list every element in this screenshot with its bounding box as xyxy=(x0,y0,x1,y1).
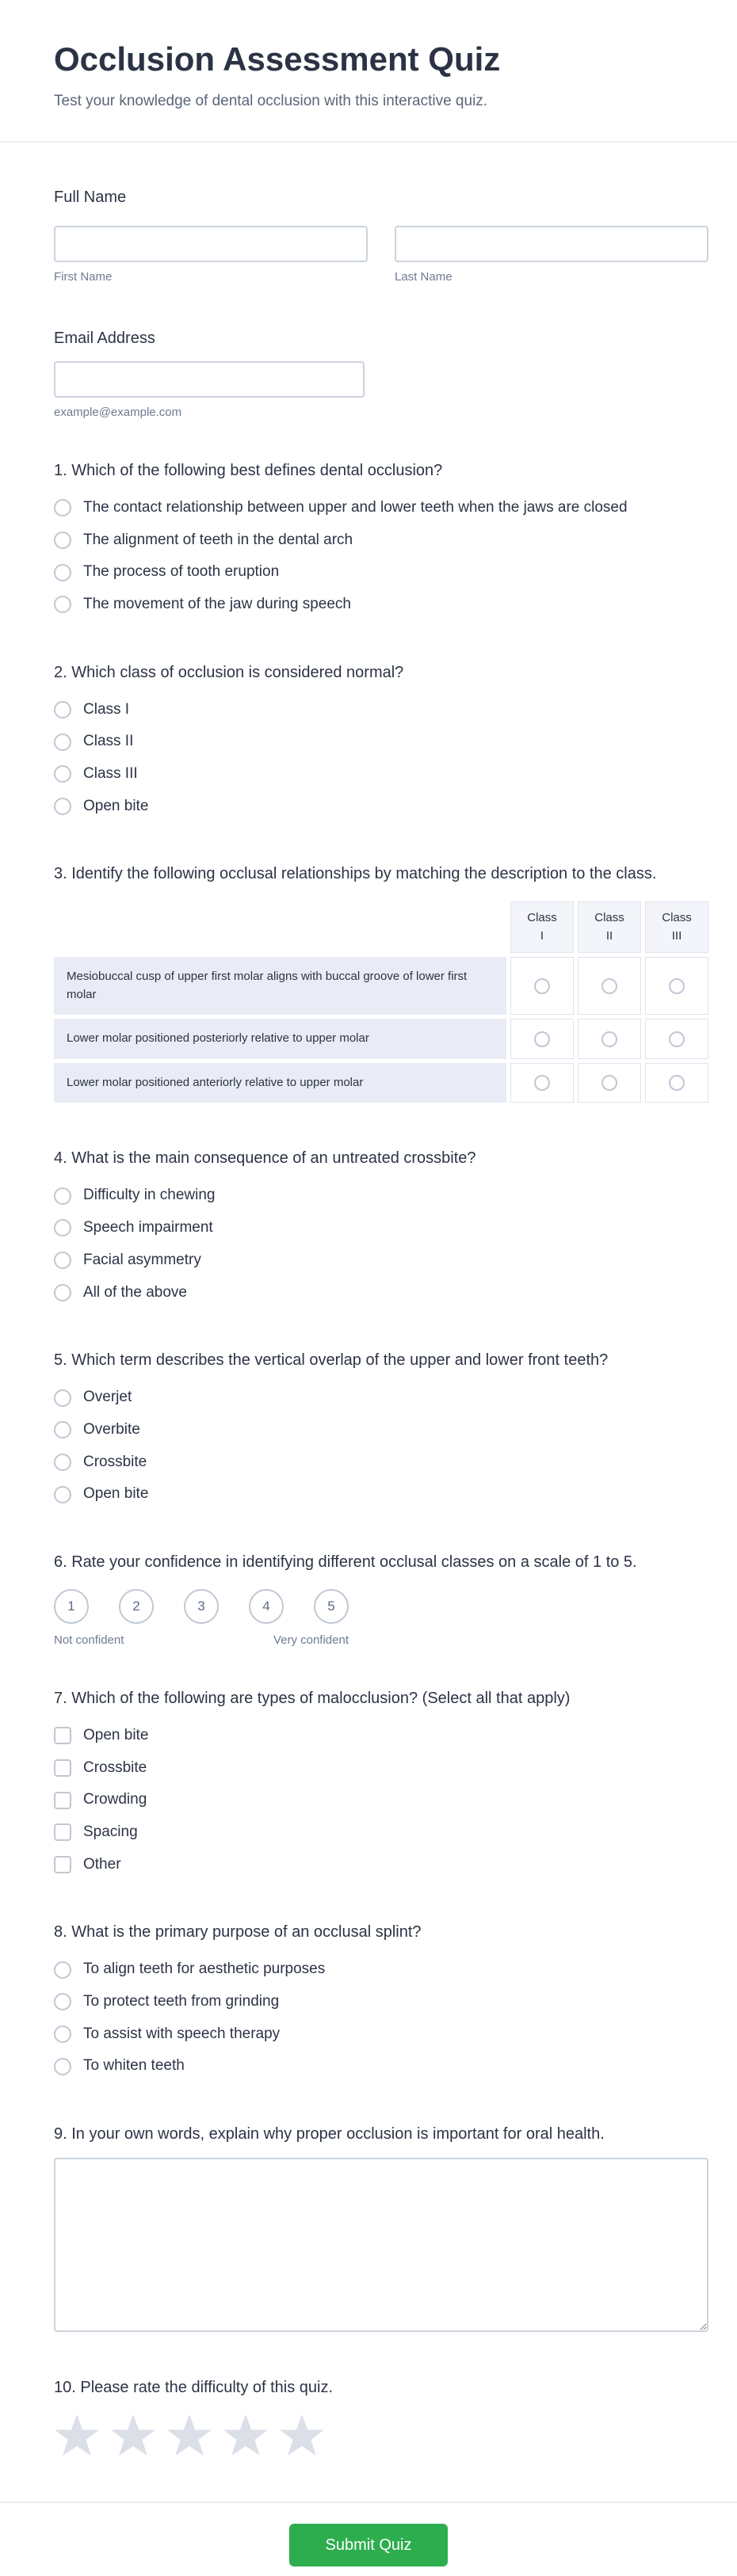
matrix-radio-cell-r1c1[interactable] xyxy=(510,957,574,1015)
matrix-corner-cell xyxy=(54,901,506,953)
matrix-row-1 xyxy=(54,957,708,1015)
q1-option-4-label: The movement of the jaw during speech xyxy=(83,596,351,612)
q9-answer-textarea[interactable] xyxy=(54,2158,708,2332)
radio-icon[interactable] xyxy=(669,978,685,994)
email-sublabel: example@example.com xyxy=(54,405,182,419)
matrix-row-3 xyxy=(54,1063,708,1103)
radio-icon[interactable] xyxy=(54,499,71,516)
radio-icon[interactable] xyxy=(601,978,617,994)
q4-option-1[interactable] xyxy=(54,1179,708,1212)
q5-option-4-label: Open bite xyxy=(83,1485,149,1503)
star-icon-3[interactable] xyxy=(166,2413,212,2457)
q8-option-2[interactable] xyxy=(54,1986,708,2018)
scale-option-2[interactable]: 2 xyxy=(119,1589,154,1624)
q4-option-3[interactable] xyxy=(54,1244,708,1277)
checkbox-icon[interactable] xyxy=(54,1792,71,1809)
q7-option-2-label: Crossbite xyxy=(83,1759,147,1776)
matrix-row-2 xyxy=(54,1019,708,1059)
q8-option-1-label: To align teeth for aesthetic purposes xyxy=(83,1961,326,1978)
radio-icon[interactable] xyxy=(534,978,550,994)
first-name-sublabel: First Name xyxy=(54,269,113,284)
matrix-header-row xyxy=(54,901,708,953)
q3-matrix-table xyxy=(50,897,712,1107)
form-header xyxy=(0,40,737,112)
radio-icon[interactable] xyxy=(54,798,71,815)
question-6 xyxy=(54,1552,708,1647)
question-2 xyxy=(54,662,708,823)
q4-option-3-label: Facial asymmetry xyxy=(83,1251,201,1268)
matrix-radio-cell-r2c2[interactable] xyxy=(578,1019,641,1059)
radio-icon[interactable] xyxy=(534,1031,550,1047)
q2-option-4[interactable] xyxy=(54,791,708,823)
q7-option-3-label: Crowding xyxy=(83,1791,147,1808)
matrix-row-1-label: Mesiobuccal cusp of upper first molar aligns with buccal groove of lower first molar xyxy=(54,957,506,1015)
q1-option-2[interactable] xyxy=(54,524,708,557)
q2-option-3-label: Class III xyxy=(83,765,138,783)
question-4 xyxy=(54,1148,708,1309)
radio-icon[interactable] xyxy=(54,1961,71,1979)
star-icon-2[interactable] xyxy=(110,2413,156,2457)
last-name-input[interactable] xyxy=(395,226,708,262)
email-input[interactable] xyxy=(54,361,365,398)
q7-options xyxy=(54,1720,708,1881)
field-email xyxy=(54,328,708,419)
q7-option-4-label: Spacing xyxy=(83,1823,138,1840)
checkbox-icon[interactable] xyxy=(54,1727,71,1744)
q5-option-4[interactable] xyxy=(54,1478,708,1511)
radio-icon[interactable] xyxy=(54,2058,71,2075)
question-7 xyxy=(54,1688,708,1881)
q8-label: 8. What is the primary purpose of an occlusal splint? xyxy=(54,1923,422,1942)
radio-icon[interactable] xyxy=(534,1075,550,1091)
q1-option-3[interactable] xyxy=(54,556,708,589)
radio-icon[interactable] xyxy=(54,734,71,751)
q2-label: 2. Which class of occlusion is considered normal? xyxy=(54,663,404,681)
q7-option-2[interactable] xyxy=(54,1752,708,1785)
q7-option-5[interactable] xyxy=(54,1849,708,1881)
q6-scale-labels xyxy=(54,1633,349,1647)
matrix-row-3-label: Lower molar positioned anteriorly relative to upper molar xyxy=(54,1063,506,1103)
radio-icon[interactable] xyxy=(54,1421,71,1439)
q2-option-4-label: Open bite xyxy=(83,797,149,814)
q7-option-1-label: Open bite xyxy=(83,1726,149,1743)
scale-option-5[interactable]: 5 xyxy=(314,1589,349,1624)
q5-option-3[interactable] xyxy=(54,1446,708,1479)
radio-icon[interactable] xyxy=(54,564,71,581)
email-field xyxy=(54,361,365,419)
radio-icon[interactable] xyxy=(669,1075,685,1091)
radio-icon[interactable] xyxy=(54,765,71,783)
q9-label: 9. In your own words, explain why proper occlusion is important for oral health. xyxy=(54,2125,605,2143)
radio-icon[interactable] xyxy=(54,1187,71,1205)
q4-option-1-label: Difficulty in chewing xyxy=(83,1187,216,1204)
q5-label: 5. Which term describes the vertical overlap of the upper and lower front teeth? xyxy=(54,1351,609,1370)
question-5 xyxy=(54,1350,708,1511)
q2-option-3[interactable] xyxy=(54,758,708,791)
radio-icon[interactable] xyxy=(54,1219,71,1237)
radio-icon[interactable] xyxy=(669,1031,685,1047)
header-divider xyxy=(0,141,737,143)
q8-option-3[interactable] xyxy=(54,2018,708,2051)
full-name-label: Full Name xyxy=(54,188,127,206)
radio-icon[interactable] xyxy=(54,1252,71,1269)
q5-option-1-label: Overjet xyxy=(83,1389,132,1406)
form-subtitle: Test your knowledge of dental occlusion with this interactive quiz. xyxy=(54,93,488,110)
q10-label: 10. Please rate the difficulty of this quiz. xyxy=(54,2379,334,2397)
email-label: Email Address xyxy=(54,329,155,347)
q1-option-4[interactable] xyxy=(54,589,708,621)
q8-option-4-label: To whiten teeth xyxy=(83,2057,185,2075)
q7-label: 7. Which of the following are types of malocclusion? (Select all that apply) xyxy=(54,1689,571,1707)
q7-option-5-label: Other xyxy=(83,1855,121,1873)
last-name-field xyxy=(395,226,708,284)
q5-option-3-label: Crossbite xyxy=(83,1453,147,1470)
q1-option-2-label: The alignment of teeth in the dental arch xyxy=(83,531,353,548)
matrix-radio-cell-r2c3[interactable] xyxy=(645,1019,708,1059)
scale-max-label: Very confident xyxy=(273,1633,349,1647)
matrix-radio-cell-r1c2[interactable] xyxy=(578,957,641,1015)
q2-option-2-label: Class II xyxy=(83,733,134,750)
radio-icon[interactable] xyxy=(54,532,71,549)
radio-icon[interactable] xyxy=(54,596,71,613)
radio-icon[interactable] xyxy=(601,1075,617,1091)
q1-label: 1. Which of the following best defines dental occlusion? xyxy=(54,461,443,479)
checkbox-icon[interactable] xyxy=(54,1823,71,1841)
q8-options xyxy=(54,1953,708,2083)
matrix-row-2-label: Lower molar positioned posteriorly relative to upper molar xyxy=(54,1019,506,1059)
star-icon-4[interactable] xyxy=(223,2413,269,2457)
star-icon-5[interactable] xyxy=(279,2413,325,2457)
name-inputs-row xyxy=(54,226,708,284)
checkbox-icon[interactable] xyxy=(54,1856,71,1873)
q2-option-2[interactable] xyxy=(54,726,708,758)
scale-option-4[interactable]: 4 xyxy=(249,1589,284,1624)
question-9 xyxy=(54,2124,708,2336)
radio-icon[interactable] xyxy=(54,1993,71,2010)
submit-area xyxy=(0,2503,737,2576)
q8-option-2-label: To protect teeth from grinding xyxy=(83,1993,280,2010)
q6-scale xyxy=(54,1589,708,1624)
matrix-col-class-1: Class I xyxy=(510,901,574,953)
q6-label: 6. Rate your confidence in identifying different occlusal classes on a scale of 1 to 5. xyxy=(54,1553,637,1571)
checkbox-icon[interactable] xyxy=(54,1759,71,1777)
radio-icon[interactable] xyxy=(54,2025,71,2043)
matrix-radio-cell-r3c3[interactable] xyxy=(645,1063,708,1103)
radio-icon[interactable] xyxy=(54,701,71,718)
last-name-sublabel: Last Name xyxy=(395,269,453,284)
star-icon-1[interactable] xyxy=(54,2413,100,2457)
q2-options xyxy=(54,694,708,823)
q8-option-1[interactable] xyxy=(54,1953,708,1986)
matrix-radio-cell-r3c2[interactable] xyxy=(578,1063,641,1103)
q5-options xyxy=(54,1381,708,1511)
q4-options xyxy=(54,1179,708,1309)
scale-option-3[interactable]: 3 xyxy=(184,1589,219,1624)
q8-option-3-label: To assist with speech therapy xyxy=(83,2025,281,2042)
q4-label: 4. What is the main consequence of an untreated crossbite? xyxy=(54,1149,476,1168)
q3-label: 3. Identify the following occlusal relationships by matching the description to the class. xyxy=(54,865,657,883)
q7-option-3[interactable] xyxy=(54,1784,708,1816)
question-1 xyxy=(54,460,708,621)
scale-option-1[interactable]: 1 xyxy=(54,1589,89,1624)
radio-icon[interactable] xyxy=(54,1284,71,1301)
scale-min-label: Not confident xyxy=(54,1633,124,1647)
radio-icon[interactable] xyxy=(54,1486,71,1503)
q4-option-4[interactable] xyxy=(54,1277,708,1309)
q1-option-1-label: The contact relationship between upper and lower teeth when the jaws are closed xyxy=(83,498,628,516)
q5-option-2[interactable] xyxy=(54,1414,708,1446)
question-10 xyxy=(54,2377,708,2457)
q1-options xyxy=(54,492,708,621)
q2-option-1[interactable] xyxy=(54,694,708,726)
q8-option-4[interactable] xyxy=(54,2050,708,2083)
radio-icon[interactable] xyxy=(54,1389,71,1407)
q7-option-1[interactable] xyxy=(54,1720,708,1752)
question-3 xyxy=(54,863,708,1107)
matrix-col-class-3: Class III xyxy=(645,901,708,953)
form-body xyxy=(0,187,737,2457)
matrix-col-class-2: Class II xyxy=(578,901,641,953)
first-name-input[interactable] xyxy=(54,226,368,262)
matrix-radio-cell-r2c1[interactable] xyxy=(510,1019,574,1059)
q2-option-1-label: Class I xyxy=(83,700,130,718)
matrix-radio-cell-r3c1[interactable] xyxy=(510,1063,574,1103)
form-title: Occlusion Assessment Quiz xyxy=(54,40,501,78)
q4-option-4-label: All of the above xyxy=(83,1283,187,1301)
q4-option-2-label: Speech impairment xyxy=(83,1219,213,1237)
q5-option-1[interactable] xyxy=(54,1381,708,1414)
q1-option-1[interactable] xyxy=(54,492,708,524)
matrix-radio-cell-r1c3[interactable] xyxy=(645,957,708,1015)
q4-option-2[interactable] xyxy=(54,1212,708,1244)
q1-option-3-label: The process of tooth eruption xyxy=(83,563,280,581)
q7-option-4[interactable] xyxy=(54,1816,708,1849)
question-8 xyxy=(54,1922,708,2083)
field-full-name xyxy=(54,187,708,284)
radio-icon[interactable] xyxy=(54,1454,71,1471)
first-name-field xyxy=(54,226,368,284)
q10-star-rating xyxy=(54,2413,708,2457)
q5-option-2-label: Overbite xyxy=(83,1420,140,1438)
submit-button[interactable]: Submit Quiz xyxy=(289,2524,449,2566)
radio-icon[interactable] xyxy=(601,1031,617,1047)
